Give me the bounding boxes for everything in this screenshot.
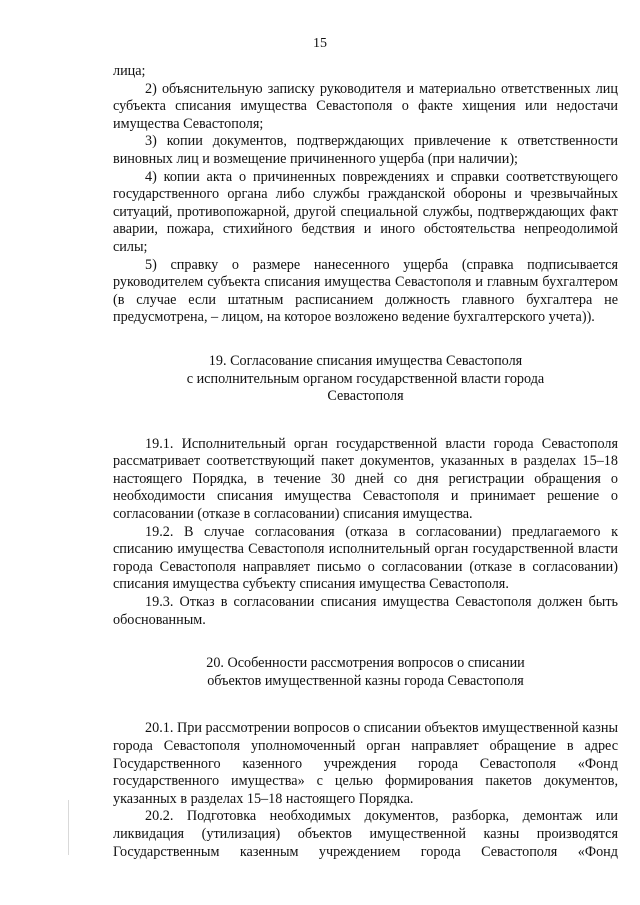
list-item: лица; [113,63,146,79]
scan-margin-mark [68,800,69,855]
heading-line: 20. Особенности рассмотрения вопросов о списании [206,655,525,672]
heading-line: объектов имущественной казны города Севастополя [207,672,524,689]
list-item: 5) справку о размере нанесенного ущерба (справка подписывается руководителем субъекта списания имущества Севастополя и главным бухгалтером (в случае если штатным расписанием должность главного бухгалтера не предусмотрена, – лицом, на которое возложено ведение бухгалтерского учета)). [113,256,618,326]
document-body [113,63,618,861]
page-number: 15 [313,36,327,51]
heading-line: с исполнительным органом государственной власти города [186,370,545,387]
list-item: 4) копии акта о причиненных повреждениях и справки соответствующего государственного органа либо службы гражданской обороны и чрезвычайных ситуаций, противопожарной, другой специальной службы, подтверждающих факт аварии, пожара, стихийного бедствия и иного обстоятельства непреодолимой силы; [113,168,618,255]
paragraph-20-2: 20.2. Подготовка необходимых документов, разборка, демонтаж или ликвидация (утилизация) объектов имущественной казны производятся Государственным казенным учреждением города Севастополя «Фонд [113,808,618,860]
paragraph-19-3: 19.3. Отказ в согласовании списания имущества Севастополя должен быть обоснованным. [113,594,618,628]
section-20-heading [113,655,618,690]
paragraph-20-1: 20.1. При рассмотрении вопросов о списании объектов имущественной казны города Севастополя уполномоченный орган направляет обращение в адрес Государственного казенного учреждения города Севастополя «Фонд государственного имущества» с целью формирования пакетов документов, указанных в разделах 15–18 настоящего Порядка. [113,720,618,807]
heading-line: 19. Согласование списания имущества Севастополя [208,352,523,369]
list-item: 3) копии документов, подтверждающих привлечение к ответственности виновных лиц и возмещение причиненного ущерба (при наличии); [113,133,618,167]
section-19-heading [113,353,618,406]
list-item: 2) объяснительную записку руководителя и материально ответственных лиц субъекта списания имущества Севастополя о факте хищения или недостачи имущества Севастополя; [113,80,618,132]
paragraph-19-1: 19.1. Исполнительный орган государственной власти города Севастополя рассматривает соответствующий пакет документов, указанных в разделах 15–18 настоящего Порядка, в течение 30 дней со дня регистрации обращения о необходимости списания имущества Севастополя и принимает решение о согласовании (отказе в согласовании) списания имущества. [113,435,618,523]
paragraph-19-2: 19.2. В случае согласования (отказа в согласовании) предлагаемого к списанию имущества Севастополя исполнительный орган государственной власти города Севастополя направляет письмо о согласовании (отказе в согласовании) списания имущества субъекту списания имущества Севастополя. [113,523,618,593]
heading-line: Севастополя [327,388,404,405]
